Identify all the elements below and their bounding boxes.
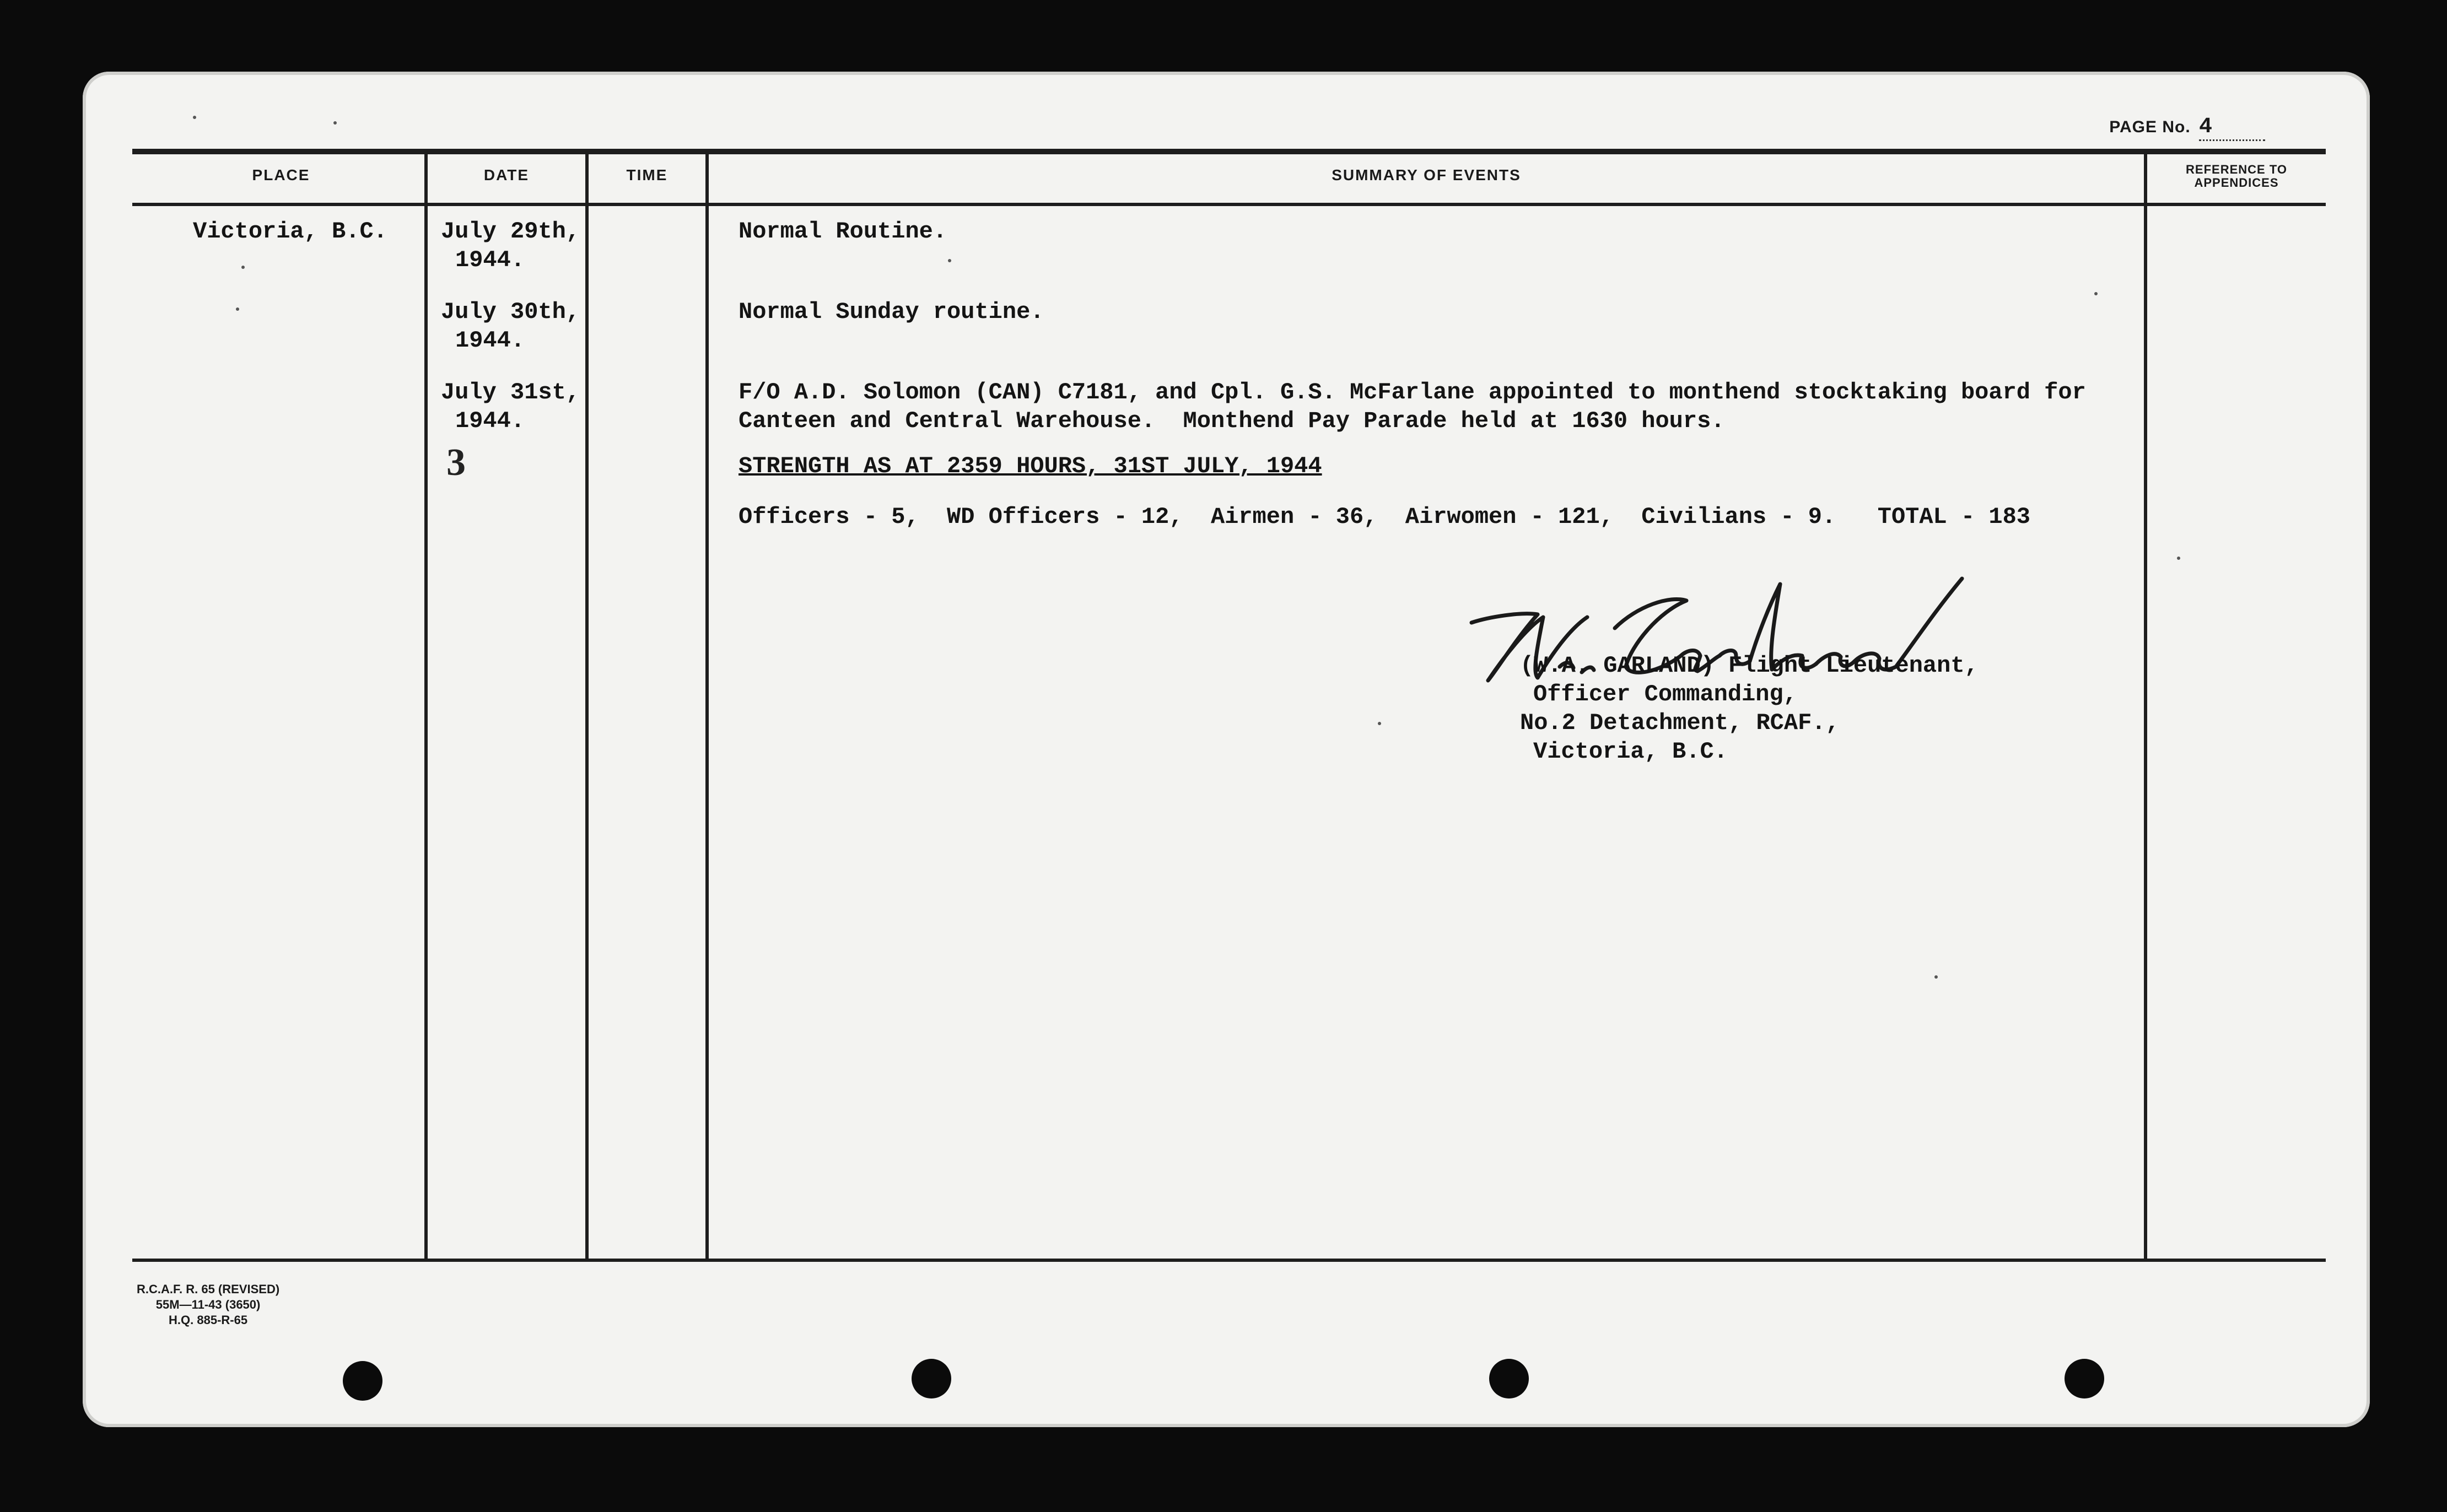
paper-speck (1934, 975, 1938, 979)
signature-line4: Victoria, B.C. (1533, 738, 1728, 765)
header-top-rule (132, 149, 2326, 154)
column-divider-place-date (424, 154, 428, 1259)
page-number: 4 (2199, 115, 2265, 141)
reference-header-line1: REFERENCE TO (2186, 163, 2287, 176)
entry-summary-line2: Canteen and Central Warehouse. Monthend Pay Parade held at 1630 hours. (739, 408, 1725, 434)
column-header-date: DATE (483, 166, 530, 183)
signature-line3: No.2 Detachment, RCAF., (1520, 710, 1840, 736)
strength-line: Officers - 5, WD Officers - 12, Airmen - 36, Airwomen - 121, Civilians - 9. TOTAL - 183 (739, 504, 2030, 530)
entry-date-line1: July 30th, (441, 299, 580, 325)
entry-date-line1: July 29th, (441, 218, 580, 245)
reference-header-line2: APPENDICES (2194, 176, 2279, 190)
entry-date-line1: July 31st, (441, 379, 580, 406)
binder-hole (1489, 1359, 1529, 1398)
paper-speck (2094, 292, 2098, 295)
page-label: PAGE No. (2109, 118, 2191, 136)
form-id-line2: 55M—11-43 (3650) (155, 1298, 261, 1311)
signature-line2: Officer Commanding, (1533, 681, 1797, 708)
paper-speck (1378, 722, 1381, 725)
binder-hole (2065, 1359, 2104, 1398)
entry-summary: Normal Sunday routine. (739, 299, 1044, 325)
entry-date-line2: 1944. (455, 247, 525, 273)
header-bottom-rule (132, 203, 2326, 206)
table-bottom-rule (132, 1259, 2326, 1262)
signature-line1: (W.A. GARLAND) Flight Lieutenant, (1520, 652, 1979, 679)
page-number-label (2109, 115, 2265, 141)
column-divider-summary-reference (2144, 154, 2147, 1259)
paper-speck (333, 121, 337, 125)
entry-summary: Normal Routine. (739, 218, 947, 245)
binder-hole (912, 1359, 951, 1398)
entry-summary-line1: F/O A.D. Solomon (CAN) C7181, and Cpl. G.S. McFarlane appointed to monthend stocktaking board for (739, 379, 2086, 406)
binder-hole (343, 1361, 382, 1401)
form-id-line1: R.C.A.F. R. 65 (REVISED) (137, 1282, 280, 1296)
entry-place: Victoria, B.C. (193, 218, 387, 245)
paper-speck (236, 307, 239, 311)
form-id-line3: H.Q. 885-R-65 (169, 1313, 248, 1327)
column-header-time: TIME (626, 166, 668, 183)
entry-date-line2: 1944. (455, 327, 525, 354)
paper-speck (193, 116, 196, 119)
paper-speck (241, 266, 245, 269)
paper-speck (2177, 557, 2180, 560)
paper-speck (948, 259, 951, 262)
strength-heading: STRENGTH AS AT 2359 HOURS, 31ST JULY, 1944 (739, 453, 1322, 479)
column-divider-date-time (585, 154, 589, 1259)
form-identifier (137, 1282, 279, 1328)
diary-sheet (83, 72, 2370, 1427)
column-header-reference (2147, 163, 2326, 190)
column-divider-time-summary (705, 154, 709, 1259)
column-header-place: PLACE (252, 166, 310, 183)
date-margin-mark: 3 (446, 441, 466, 484)
column-header-summary: SUMMARY OF EVENTS (1332, 166, 1521, 183)
entry-date-line2: 1944. (455, 408, 525, 434)
